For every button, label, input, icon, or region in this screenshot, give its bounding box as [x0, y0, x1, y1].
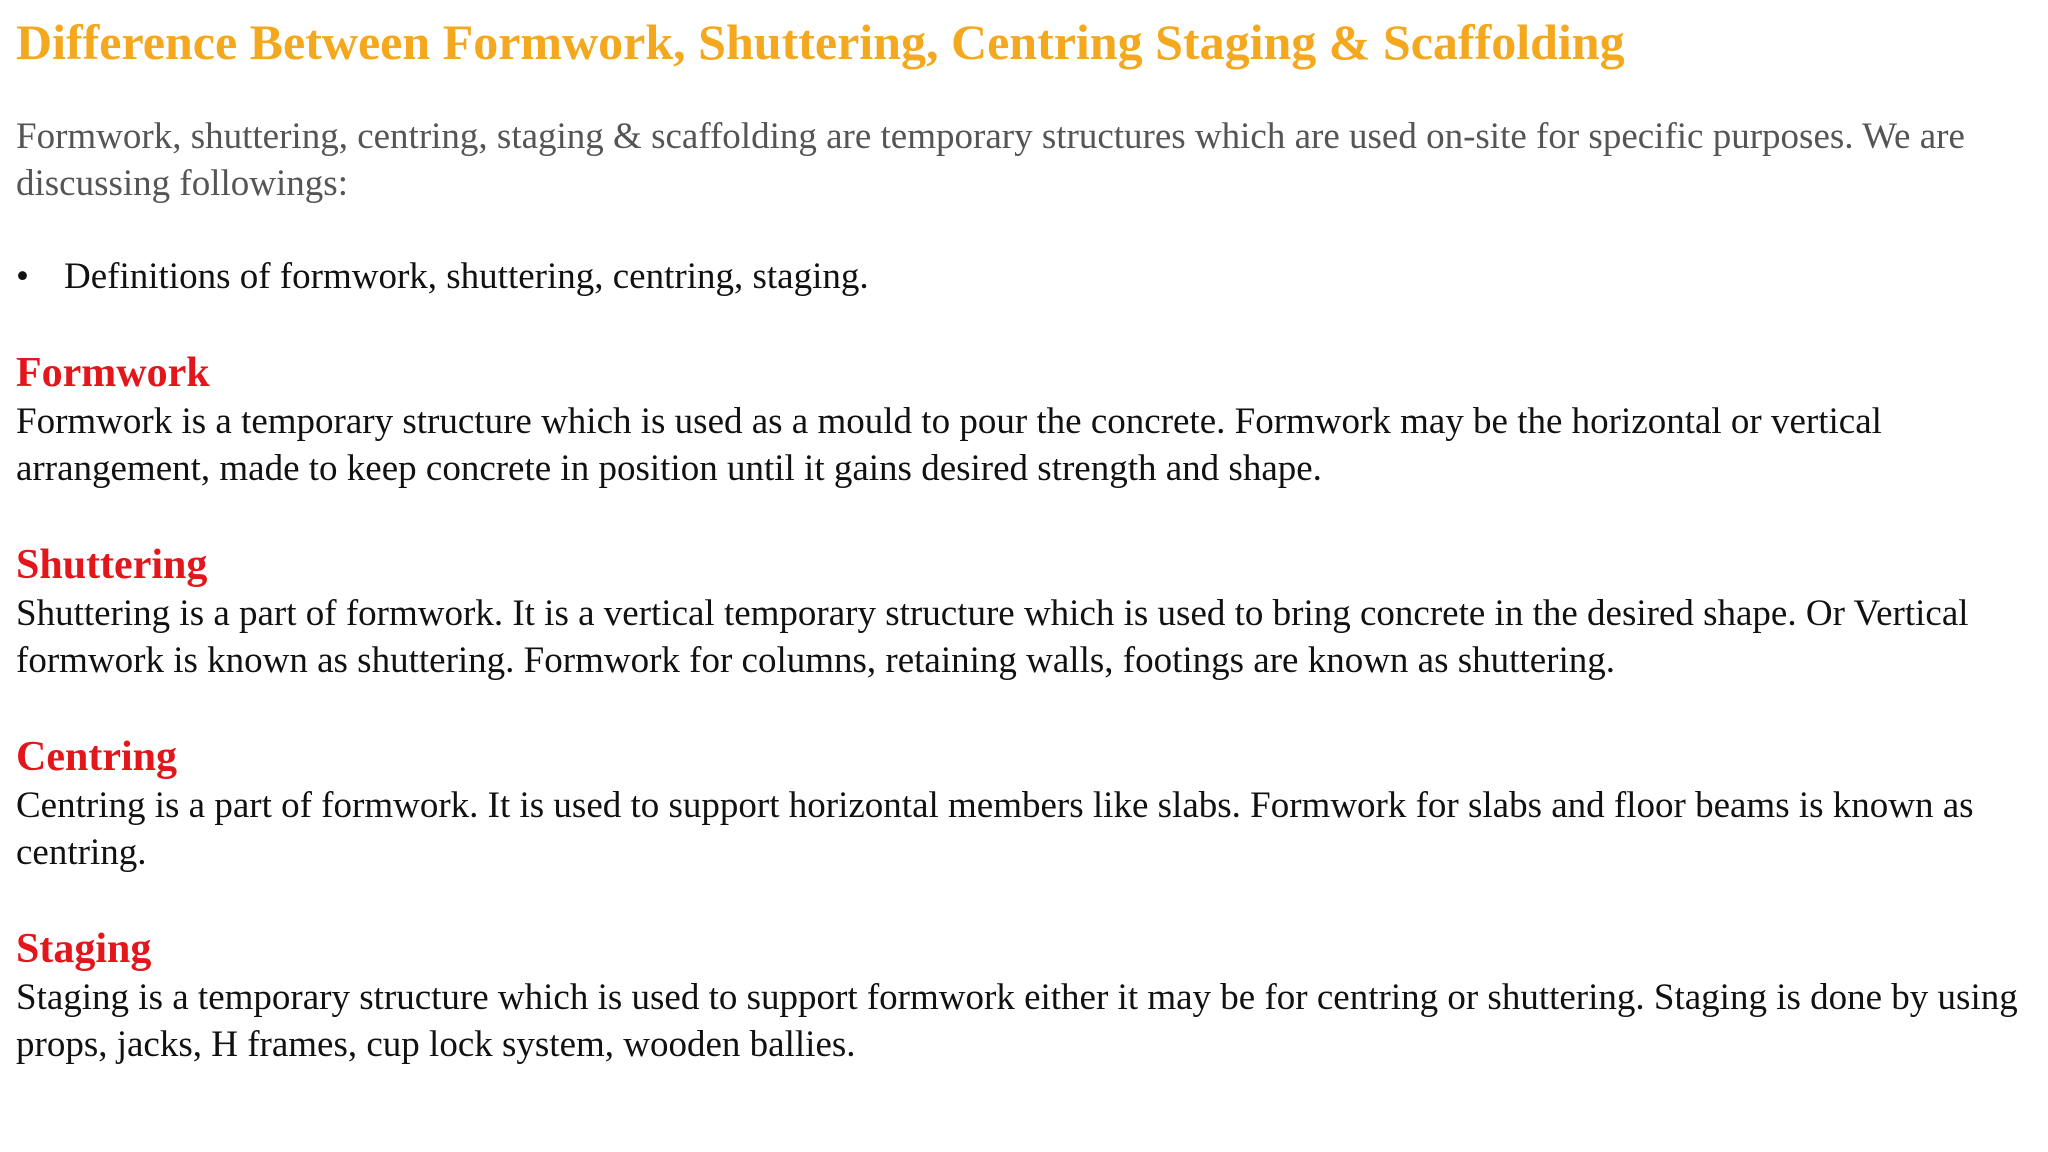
list-item: [16, 253, 2026, 300]
section-body-staging: Staging is a temporary structure which is used to support formwork either it may be for centring or shuttering. Staging is done by using props, jacks, H frames, cup lock system, wooden ballies.: [16, 977, 2018, 1065]
section-heading-staging: Staging: [16, 926, 152, 972]
section-body-shuttering: Shuttering is a part of formwork. It is a vertical temporary structure which is used to bring concrete in the desired shape. Or Vertical formwork is known as shuttering. Formwork for columns, retaining walls, footings are known as shuttering.: [16, 593, 1969, 681]
section-heading-shuttering: Shuttering: [16, 542, 208, 588]
section-body-formwork: Formwork is a temporary structure which is used as a mould to pour the concrete. Formwork may be the horizontal or vertical arrangement, made to keep concrete in position until it gains desired strength and shape.: [16, 401, 1882, 489]
section-formwork: [16, 348, 2026, 492]
intro-paragraph: Formwork, shuttering, centring, staging & scaffolding are temporary structures which are used on-site for specific purposes. We are discussing followings:: [16, 116, 1965, 204]
section-heading-centring: Centring: [16, 734, 177, 780]
section-centring: [16, 732, 2026, 876]
list-item-text: Definitions of formwork, shuttering, centring, staging.: [64, 256, 869, 297]
section-staging: [16, 924, 2026, 1068]
section-shuttering: [16, 540, 2026, 684]
bullet-list: [16, 253, 2026, 300]
document-page: [16, 12, 2026, 1068]
section-body-centring: Centring is a part of formwork. It is used to support horizontal members like slabs. Formwork for slabs and floor beams is known as centring.: [16, 785, 1974, 873]
page-title: Difference Between Formwork, Shuttering, Centring Staging & Scaffolding: [16, 14, 1625, 70]
bullet-icon: •: [16, 256, 29, 297]
section-heading-formwork: Formwork: [16, 350, 210, 396]
